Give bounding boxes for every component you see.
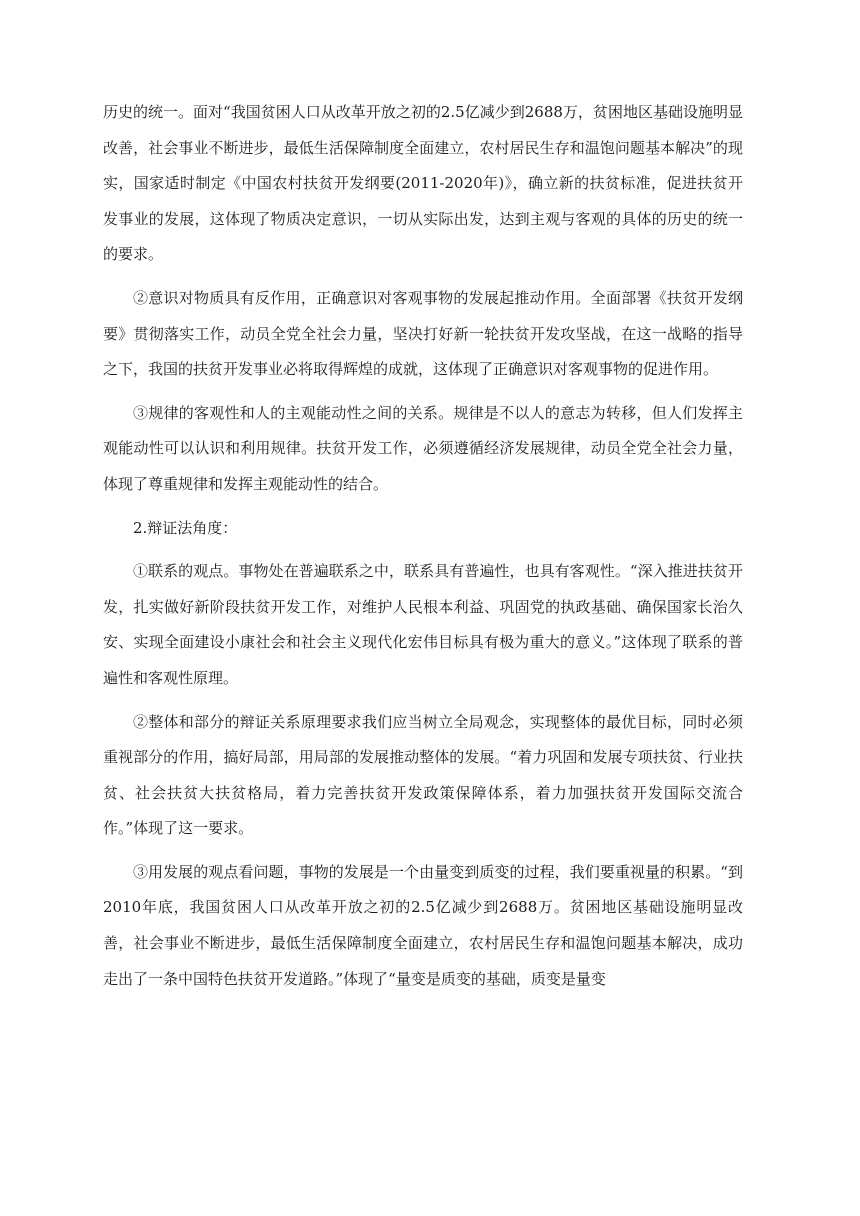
paragraph-consciousness-reaction: ②意识对物质具有反作用，正确意识对客观事物的发展起推动作用。全面部署《扶贫开发纲要》贯彻落实工作，动员全党全社会力量，坚决打好新一轮扶贫开发攻坚战，在这一战略的指导之下，我国的扶贫开发事业必将取得辉煌的成就，这体现了正确意识对客观事物的促进作用。 — [103, 288, 743, 379]
paragraph-whole-and-part: ②整体和部分的辩证关系原理要求我们应当树立全局观念，实现整体的最优目标，同时必须重视部分的作用，搞好局部，用局部的发展推动整体的发展。“着力巩固和发展专项扶贫、行业扶贫、社会扶贫大扶贫格局，着力完善扶贫开发政策保障体系，着力加强扶贫开发国际交流合作。”体现了这一要求。 — [103, 712, 743, 838]
paragraph-law-objectivity: ③规律的客观性和人的主观能动性之间的关系。规律是不以人的意志为转移，但人们发挥主观能动性可以认识和利用规律。扶贫开发工作，必须遵循经济发展规律，动员全党全社会力量，体现了尊重规律和发挥主观能动性的结合。 — [103, 403, 743, 493]
paragraph-materialism-unity: 历史的统一。面对“我国贫困人口从改革开放之初的2.5亿减少到2688万，贫困地区基础设施明显改善，社会事业不断进步，最低生活保障制度全面建立，农村居民生存和温饱问题基本解决”的现实，国家适时制定《中国农村扶贫开发纲要(2011-2020年)》，确立新的扶贫标准，促进扶贫开发事业的发展，这体现了物质决定意识，一切从实际出发，达到主观与客观的具体的历史的统一的要求。 — [103, 103, 743, 264]
document-page — [103, 95, 743, 1005]
paragraph-connection-view: ①联系的观点。事物处在普遍联系之中，联系具有普遍性，也具有客观性。“深入推进扶贫开发，扎实做好新阶段扶贫开发工作，对维护人民根本利益、巩固党的执政基础、确保国家长治久安、实现全面建设小康社会和社会主义现代化宏伟目标具有极为重大的意义。”这体现了联系的普遍性和客观性原理。 — [103, 562, 743, 687]
paragraph-development-view: ③用发展的观点看问题，事物的发展是一个由量变到质变的过程，我们要重视量的积累。“到2010年底，我国贫困人口从改革开放之初的2.5亿减少到2688万。贫困地区基础设施明显改善，社会事业不断进步，最低生活保障制度全面建立，农村居民生存和温饱问题基本解决，成功走出了一条中国特色扶贫开发道路。”体现了“量变是质变的基础，质变是量变 — [103, 862, 743, 988]
section-heading-dialectics: 2.辩证法角度： — [133, 518, 238, 537]
